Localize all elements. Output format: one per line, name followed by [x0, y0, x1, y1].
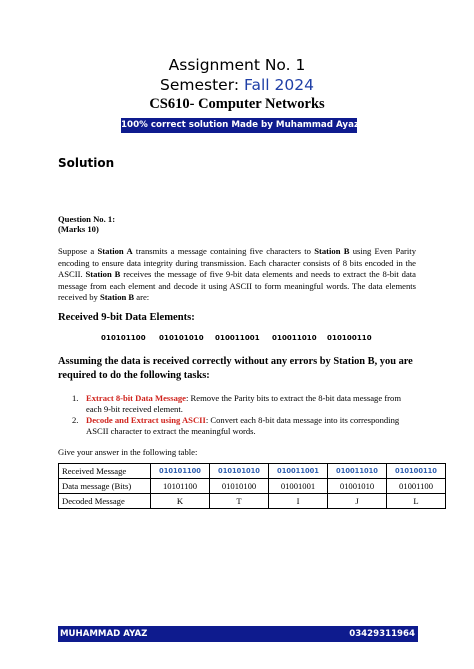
assume-text: Assuming the data is received correctly without any errors by Station B, you are required to do the following tasks: — [58, 356, 413, 381]
question-number: Question No. 1: — [58, 214, 116, 224]
para-text: receives the message of five 9-bit data elements and needs to extract the 8-bit data message from each element and decode it using ASCII to form meaningful words. The data elements received by — [58, 269, 416, 303]
para-text: transmits a message containing five characters to — [132, 246, 315, 256]
course-title: CS610- Computer Networks — [149, 96, 325, 112]
table-row — [59, 464, 446, 479]
task-title: Extract 8-bit Data Message — [86, 393, 186, 403]
semester-value: Fall 2024 — [243, 76, 314, 94]
table-cell: 01001010 — [328, 479, 387, 494]
table-cell: J — [328, 494, 387, 509]
footer-bar — [58, 626, 418, 642]
semester-label: Semester: — [160, 76, 240, 94]
table-cell: 01001001 — [269, 479, 328, 494]
table-cell: T — [210, 494, 269, 509]
table-cell: I — [269, 494, 328, 509]
row-label: Data message (Bits) — [59, 479, 151, 494]
question-paragraph — [58, 246, 416, 304]
task-description: : Remove the Parity bits to extract the 8-bit data message from each 9-bit received element. — [86, 393, 402, 415]
row-label: Decoded Message — [59, 494, 151, 509]
received-element: 010101100 — [101, 334, 146, 342]
footer-phone: 03429311964 — [349, 629, 415, 639]
question-marks: (Marks 10) — [58, 224, 99, 234]
station-a-name: Station A — [97, 246, 133, 256]
assignment-title: Assignment No. 1 — [168, 56, 306, 74]
table-row — [59, 494, 446, 509]
footer-author: MUHAMMAD AYAZ — [60, 629, 148, 639]
table-cell: 010011010 — [328, 464, 387, 479]
task-description: : Convert each 8-bit data message into its corresponding ASCII character to extract the meaningful words. — [86, 415, 400, 437]
station-b-name: Station B — [100, 292, 135, 303]
table-cell: 10101100 — [151, 479, 210, 494]
received-element: 010101010 — [159, 334, 204, 342]
row-label: Received Message — [59, 464, 151, 479]
table-cell: 01001100 — [387, 479, 446, 494]
para-text: are: — [134, 292, 150, 303]
table-cell: 010101100 — [151, 464, 210, 479]
table-cell: 010101010 — [210, 464, 269, 479]
table-cell: 010011001 — [269, 464, 328, 479]
received-heading: Received 9-bit Data Elements: — [58, 312, 195, 323]
task-number: 1. — [72, 393, 79, 403]
received-element: 010011001 — [215, 334, 260, 342]
semester-line — [0, 76, 474, 94]
table-row — [59, 479, 446, 494]
received-element: 010011010 — [272, 334, 317, 342]
table-cell: 01010100 — [210, 479, 269, 494]
received-element: 010100110 — [327, 334, 372, 342]
task-text — [86, 393, 416, 416]
table-cell: 010100110 — [387, 464, 446, 479]
task-text — [86, 415, 416, 438]
para-text: Suppose a — [58, 246, 98, 256]
task-title: Decode and Extract using ASCII — [86, 415, 206, 425]
solution-banner: 100% correct solution Made by Muhammad Ayaz — [121, 118, 357, 133]
station-b-name: Station B — [314, 246, 350, 256]
answer-table — [58, 463, 446, 509]
task-number: 2. — [72, 415, 79, 425]
para-text: using Even Parity encoding to ensure data integrity during transmission. Each character consists of 8 bits encoded in the ASCII. — [58, 246, 416, 280]
solution-heading: Solution — [58, 156, 115, 170]
table-cell: L — [387, 494, 446, 509]
give-answer-text: Give your answer in the following table: — [58, 447, 198, 457]
table-cell: K — [151, 494, 210, 509]
station-b-name: Station B — [85, 269, 121, 280]
